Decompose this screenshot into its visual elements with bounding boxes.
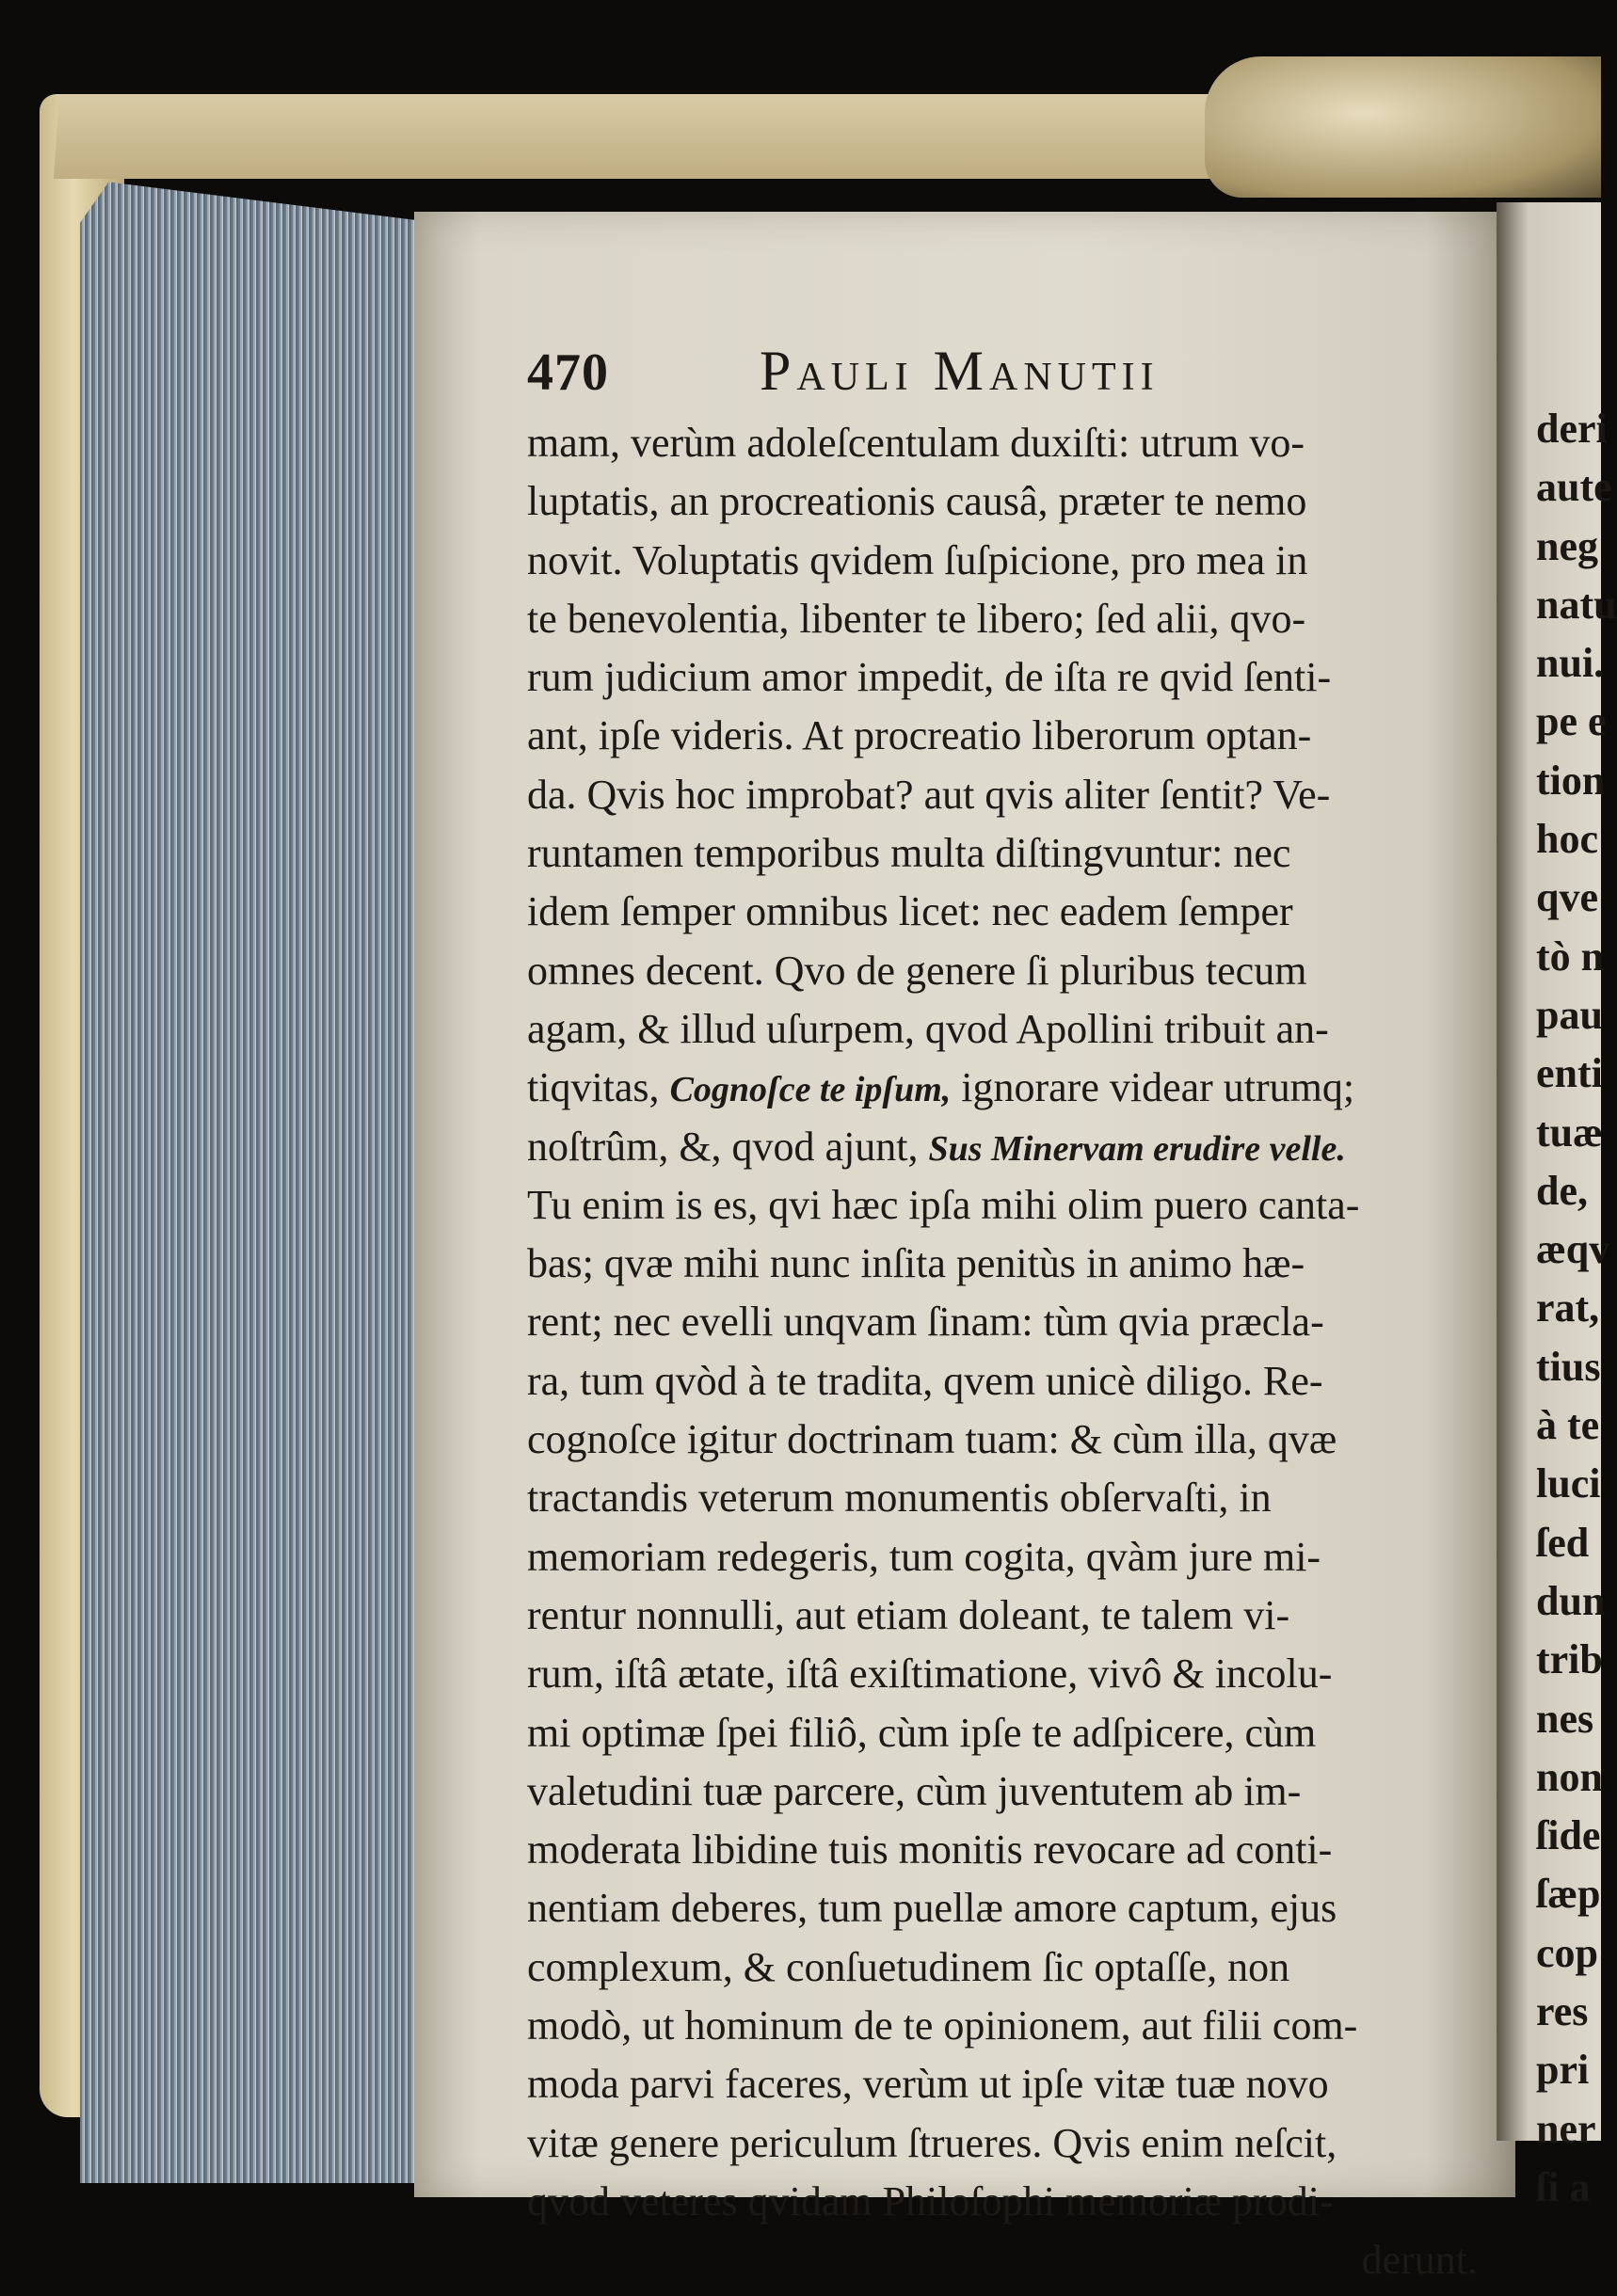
facing-line-fragment: tò n (1536, 933, 1605, 980)
facing-line-fragment: à te (1536, 1402, 1600, 1449)
text-segment: tiqvitas, (527, 1064, 670, 1111)
facing-line-fragment: pri (1536, 2047, 1590, 2094)
text-line (527, 1704, 1497, 1762)
facing-line-fragment: ſide (1536, 1812, 1601, 1859)
text-line (527, 766, 1497, 824)
facing-line-fragment: qve (1536, 874, 1598, 921)
facing-line-fragment: ſed (1536, 1519, 1590, 1566)
text-segment: noſtrûm, &, qvod ajunt, (527, 1123, 929, 1170)
facing-line-fragment: pe e (1536, 698, 1607, 745)
text-line (527, 532, 1497, 590)
facing-page-text (1497, 400, 1617, 2217)
text-line (527, 1000, 1497, 1059)
running-head-title: Pauli Manutii (760, 340, 1160, 402)
text-segment: vitæ genere periculum ſtrueres. Qvis enim neſcit, (527, 2119, 1337, 2166)
text-line (527, 1762, 1497, 1821)
text-segment: rum judicium amor impedit, de iſta re qvid ſenti- (527, 654, 1332, 701)
facing-line-fragment: res (1536, 1988, 1589, 2035)
text-line (527, 824, 1497, 883)
facing-line-fragment: luci (1536, 1460, 1601, 1507)
facing-line-fragment: ner (1536, 2105, 1596, 2152)
text-line (527, 1938, 1497, 1997)
text-line (527, 1469, 1497, 1527)
facing-line-fragment: aute (1536, 464, 1612, 511)
italic-phrase: Sus Minervam erudire velle. (928, 1128, 1346, 1169)
text-segment: luptatis, an procreationis causâ, præter te nemo (527, 478, 1307, 525)
italic-phrase: Cognoſce te ipſum, (669, 1070, 952, 1110)
facing-line-fragment: dun (1536, 1577, 1606, 1624)
text-line (527, 1293, 1497, 1351)
catchword-line: derunt. (1361, 2237, 1478, 2284)
facing-line-fragment: tion (1536, 757, 1606, 804)
facing-line-fragment: nes (1536, 1695, 1594, 1742)
book-spine (1205, 56, 1601, 198)
text-line (527, 2055, 1497, 2113)
facing-line-fragment: hoc (1536, 816, 1598, 863)
text-segment: mam, verùm adoleſcentulam duxiſti: utrum vo- (527, 420, 1305, 466)
text-line (527, 2173, 1497, 2231)
text-line (527, 1879, 1497, 1937)
text-segment: memoriam redegeris, tum cogita, qvàm jure mi- (527, 1533, 1321, 1580)
text-segment: tractandis veterum monumentis obſervaſti, in (527, 1475, 1272, 1522)
facing-line-fragment: rat, (1536, 1284, 1600, 1331)
facing-line-fragment: neg (1536, 522, 1598, 569)
text-segment: valetudini tuæ parcere, cùm juventutem ab im- (527, 1767, 1302, 1814)
facing-line-fragment: tuæ (1536, 1108, 1603, 1156)
text-segment: ant, ipſe videris. At procreatio liberorum optan- (527, 712, 1312, 759)
text-segment: bas; qvæ mihi nunc inſita penitùs in animo hæ- (527, 1240, 1305, 1287)
text-segment: Tu enim is es, qvi hæc ipſa mihi olim puero canta- (527, 1181, 1360, 1228)
text-segment: agam, & illud uſurpem, qvod Apollini tribuit an- (527, 1005, 1329, 1052)
facing-page (1497, 202, 1617, 2210)
text-segment: mi optimæ ſpei filiô, cùm ipſe te adſpicere, cùm (527, 1709, 1317, 1756)
text-segment: omnes decent. Qvo de genere ſi pluribus tecum (527, 947, 1307, 994)
text-line (527, 1118, 1497, 1176)
text-line (527, 1528, 1497, 1586)
text-segment: rent; nec evelli unqvam ſinam: tùm qvia præcla- (527, 1299, 1324, 1346)
facing-line-fragment: æqv (1536, 1226, 1610, 1273)
text-line (527, 1352, 1497, 1411)
text-line (527, 2114, 1497, 2173)
facing-line-fragment: natu (1536, 581, 1617, 628)
text-segment: rentur nonnulli, aut etiam doleant, te talem vi- (527, 1591, 1290, 1638)
text-line (527, 1059, 1497, 1117)
page-edges (80, 141, 438, 2183)
text-line (527, 1176, 1497, 1235)
text-segment: da. Qvis hoc improbat? aut qvis aliter ſentit? Ve- (527, 771, 1331, 818)
text-line (527, 414, 1497, 472)
facing-line-fragment: de, (1536, 1167, 1588, 1214)
text-line (527, 942, 1497, 1000)
running-head (527, 339, 1497, 414)
text-segment: modò, ut hominum de te opinionem, aut filii com- (527, 2002, 1358, 2049)
facing-line-fragment: enti (1536, 1050, 1603, 1097)
text-line (527, 1235, 1497, 1293)
facing-line-fragment: pau (1536, 991, 1603, 1038)
text-segment: rum, iſtâ ætate, iſtâ exiſtimatione, vivô & incolu- (527, 1650, 1333, 1698)
facing-line-fragment: nui. (1536, 640, 1605, 687)
facing-line-fragment: deri (1536, 406, 1608, 452)
facing-line-fragment: trib (1536, 1636, 1603, 1683)
text-line (527, 883, 1497, 941)
facing-line-fragment: non (1536, 1753, 1603, 1800)
text-line (527, 1586, 1497, 1645)
text-line (527, 1645, 1497, 1703)
text-line (527, 1997, 1497, 2055)
text-segment: complexum, & conſuetudinem ſic optaſſe, non (527, 1943, 1290, 1990)
text-segment: moda parvi faceres, verùm ut ipſe vitæ tuæ novo (527, 2061, 1329, 2108)
text-line (527, 590, 1497, 648)
text-segment: idem ſemper omnibus licet: nec eadem ſemper (527, 888, 1293, 935)
text-line (527, 707, 1497, 765)
text-segment: cognoſce igitur doctrinam tuam: & cùm illa, qvæ (527, 1416, 1337, 1463)
text-segment: novit. Voluptatis qvidem ſuſpicione, pro mea in (527, 536, 1308, 583)
facing-line-fragment: ſi a (1536, 2163, 1591, 2210)
facing-line-fragment: ſæp (1536, 1871, 1601, 1918)
text-line (527, 648, 1497, 707)
text-segment: runtamen temporibus multa diſtingvuntur: nec (527, 830, 1291, 877)
text-segment: ignorare videar utrumq; (951, 1064, 1355, 1111)
body-text (527, 414, 1497, 2231)
text-line (527, 1411, 1497, 1469)
page-number: 470 (527, 343, 609, 402)
facing-line-fragment: cop (1536, 1929, 1598, 1976)
text-line (527, 1821, 1497, 1879)
text-segment: moderata libidine tuis monitis revocare ad conti- (527, 1826, 1333, 1873)
text-segment: te benevolentia, libenter te libero; ſed alii, qvo- (527, 595, 1306, 642)
text-line (527, 472, 1497, 531)
text-column (527, 339, 1497, 2290)
text-segment: nentiam deberes, tum puellæ amore captum, ejus (527, 1885, 1337, 1932)
facing-line-fragment: tius (1536, 1343, 1601, 1390)
text-segment: qvod veteres qvidam Philoſophi memoriæ prodi- (527, 2177, 1334, 2224)
text-segment: ra, tum qvòd à te tradita, qvem unicè diligo. Re- (527, 1357, 1323, 1404)
